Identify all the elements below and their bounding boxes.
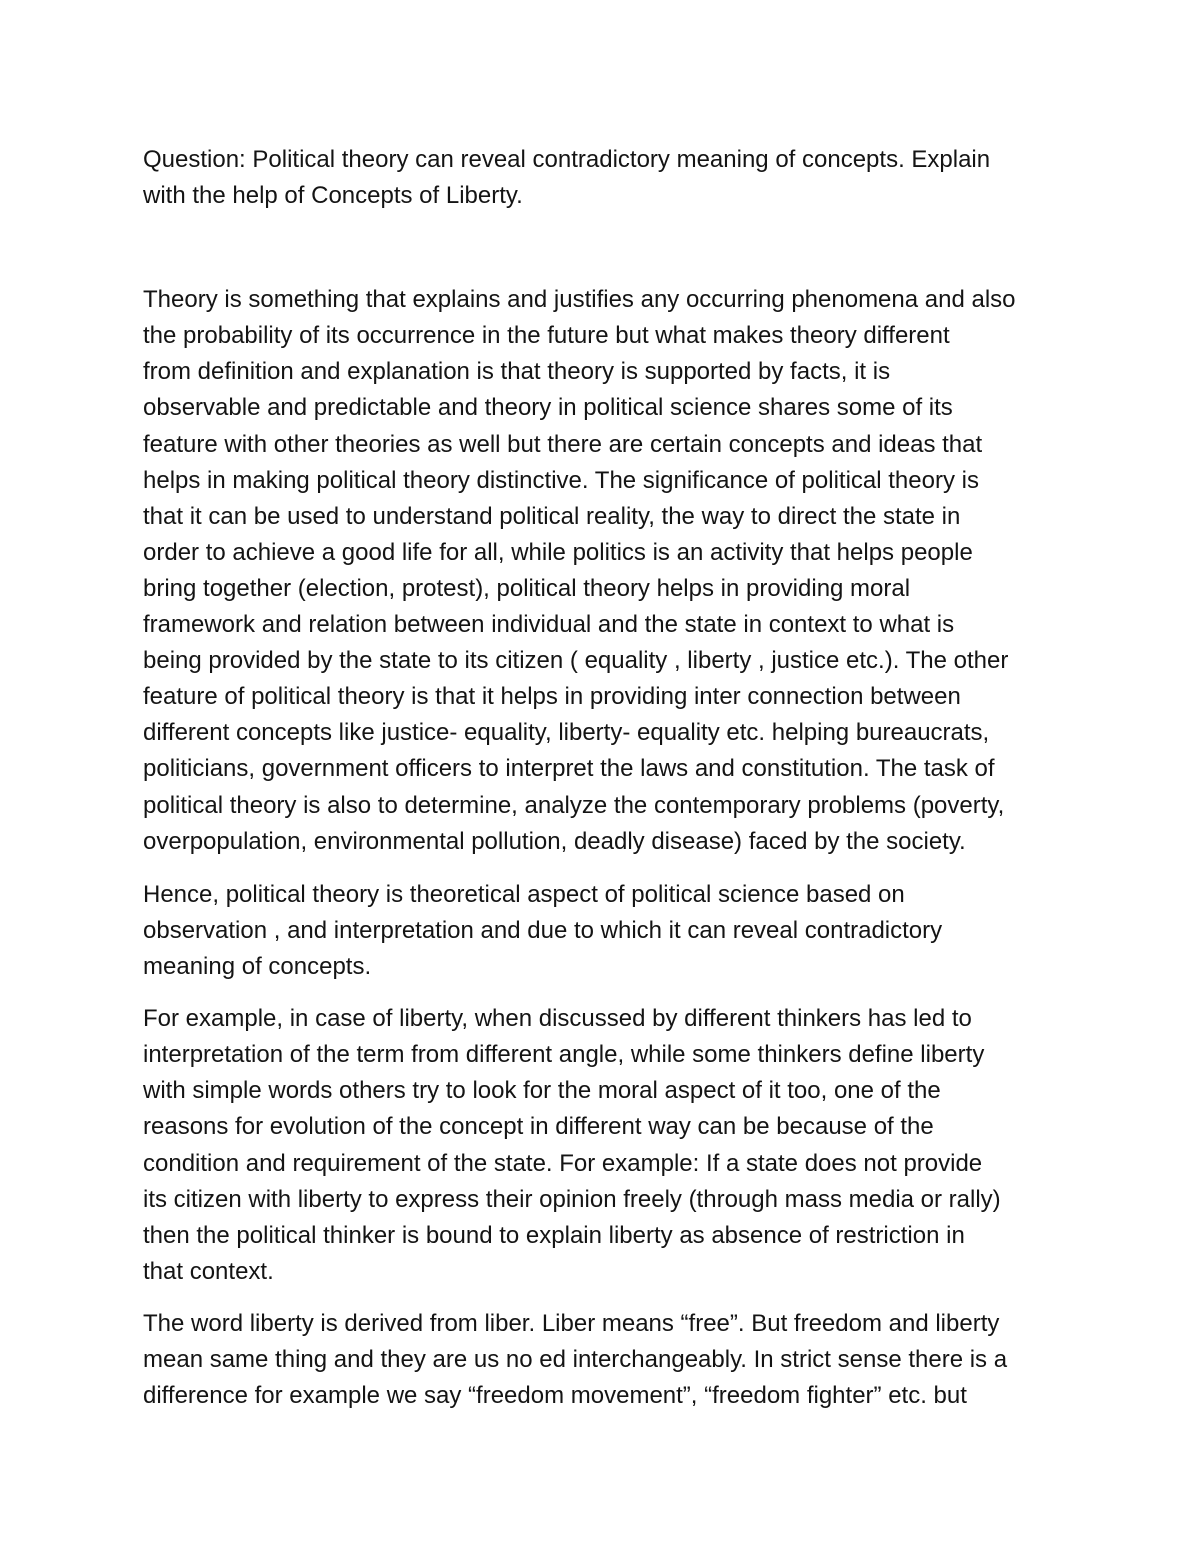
paragraph-line: political theory is also to determine, analyze the contemporary problems (poverty, [143,792,1005,819]
paragraph-line: Hence, political theory is theoretical aspect of political science based on [143,881,905,908]
paragraph-line: feature of political theory is that it helps in providing inter connection between [143,683,961,710]
paragraph-line: that context. [143,1258,274,1285]
paragraph-line: the probability of its occurrence in the future but what makes theory different [143,322,950,349]
paragraph-line: feature with other theories as well but there are certain concepts and ideas that [143,431,983,458]
paragraph-line: with simple words others try to look for the moral aspect of it too, one of the [143,1077,941,1104]
question-line: Question: Political theory can reveal contradictory meaning of concepts. Explain [143,146,991,173]
paragraph-line: being provided by the state to its citizen ( equality , liberty , justice etc.). The other [143,647,1009,674]
paragraph-line: helps in making political theory distinctive. The significance of political theory is [143,467,979,494]
paragraph-line: Theory is something that explains and justifies any occurring phenomena and also [143,286,1016,313]
paragraph-line: For example, in case of liberty, when discussed by different thinkers has led to [143,1005,972,1032]
paragraph-line: bring together (election, protest), political theory helps in providing moral [143,575,911,602]
paragraph-line: then the political thinker is bound to explain liberty as absence of restriction in [143,1222,965,1249]
paragraph-line: that it can be used to understand political reality, the way to direct the state in [143,503,961,530]
paragraph-line: reasons for evolution of the concept in different way can be because of the [143,1113,934,1140]
paragraph-line: politicians, government officers to interpret the laws and constitution. The task of [143,755,995,782]
paragraph-line: difference for example we say “freedom movement”, “freedom fighter” etc. but [143,1382,967,1409]
paragraph-line: condition and requirement of the state. For example: If a state does not provide [143,1150,983,1177]
paragraph-line: mean same thing and they are us no ed interchangeably. In strict sense there is a [143,1346,1008,1373]
paragraph-line: framework and relation between individual and the state in context to what is [143,611,955,638]
paragraph-line: meaning of concepts. [143,953,372,980]
paragraph-line: its citizen with liberty to express their opinion freely (through mass media or rally) [143,1186,1001,1213]
paragraph-line: order to achieve a good life for all, while politics is an activity that helps people [143,539,973,566]
paragraph-line: from definition and explanation is that theory is supported by facts, it is [143,358,891,385]
paragraph-line: overpopulation, environmental pollution, deadly disease) faced by the society. [143,828,966,855]
question-line: with the help of Concepts of Liberty. [143,182,523,209]
paragraph-line: different concepts like justice- equality, liberty- equality etc. helping bureaucrats, [143,719,990,746]
paragraph-line: The word liberty is derived from liber. Liber means “free”. But freedom and liberty [143,1310,1000,1337]
paragraph-line: interpretation of the term from different angle, while some thinkers define liberty [143,1041,985,1068]
paragraph-line: observable and predictable and theory in political science shares some of its [143,394,953,421]
paragraph-line: observation , and interpretation and due to which it can reveal contradictory [143,917,943,944]
